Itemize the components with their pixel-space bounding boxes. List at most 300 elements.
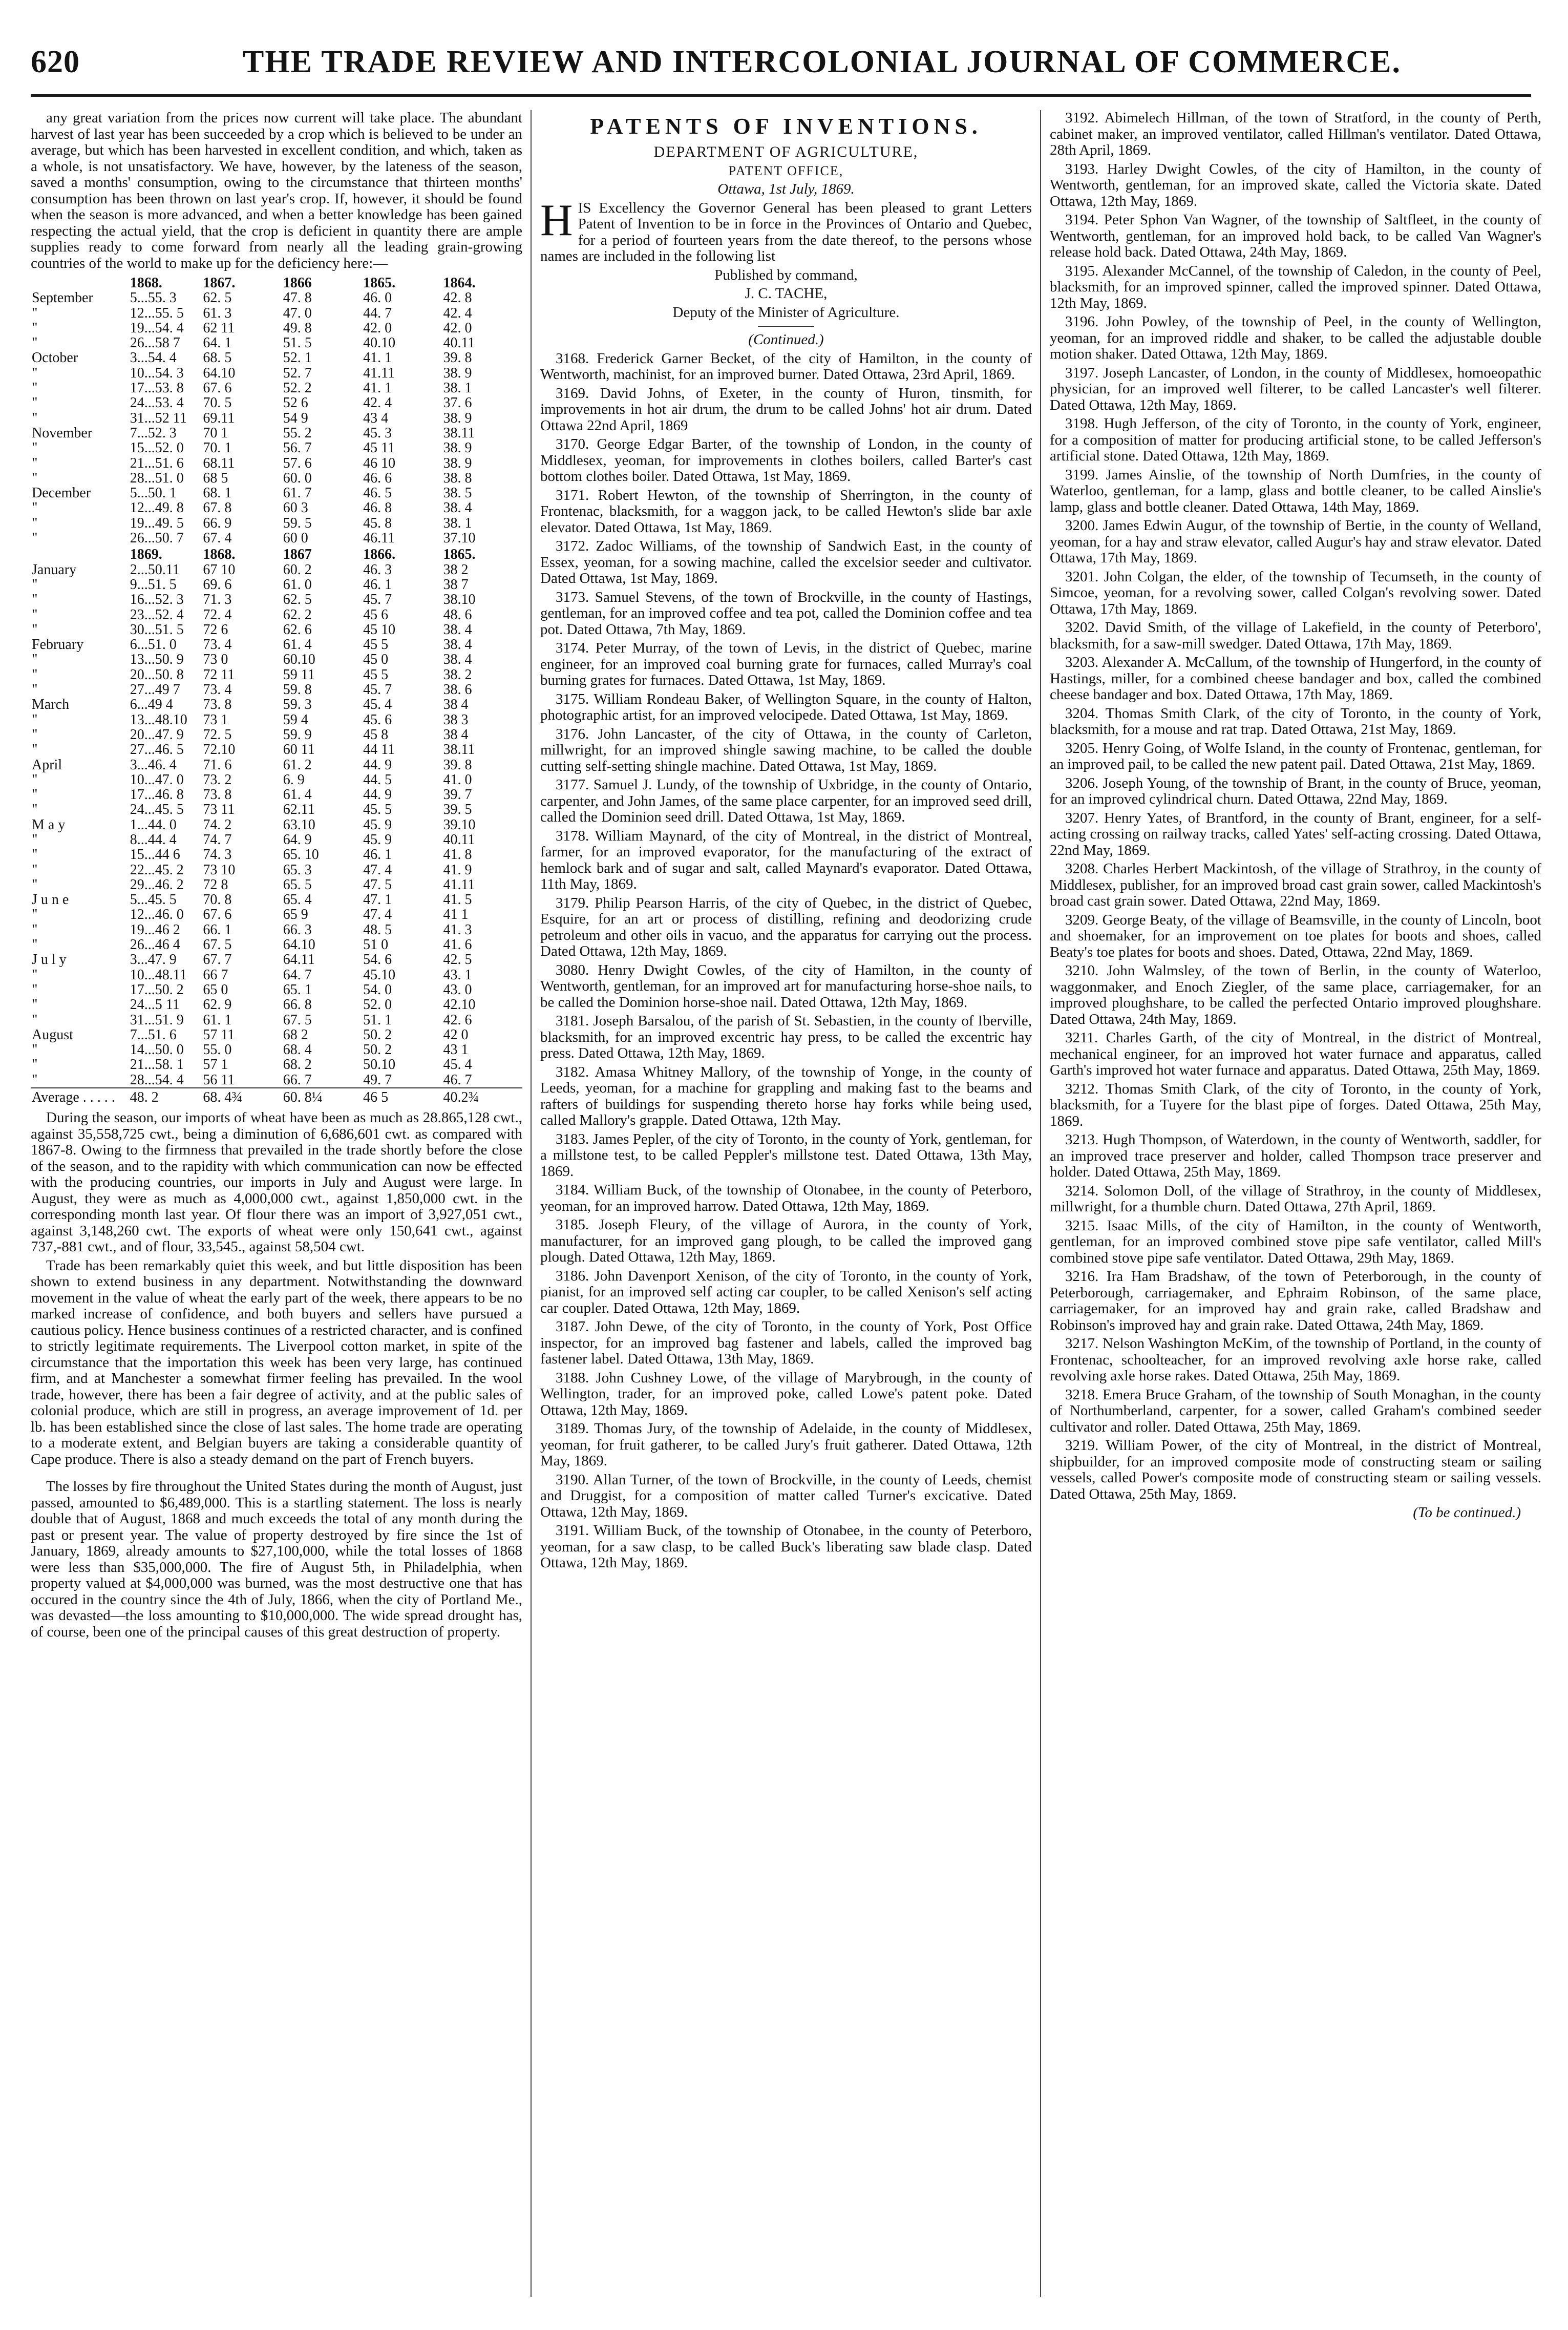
table-cell: 61. 0	[283, 576, 312, 593]
table-cell	[31, 274, 129, 290]
table-cell: 73 10	[203, 862, 236, 878]
table-cell: 68. 2	[283, 1057, 312, 1073]
table-cell: 38 7	[443, 576, 469, 593]
table-cell: 65. 1	[283, 981, 312, 998]
table-cell: 24...5 11	[130, 997, 180, 1013]
table-cell: "	[32, 515, 38, 531]
table-cell: 42. 0	[363, 320, 392, 336]
patent-entry: 3200. James Edwin Augur, of the township of Bertie, in the county of Welland, yeoman, for a hay and straw elevator, called Augur's hay and straw elevator. Dated Ottawa, 17th May, 1869.	[1050, 517, 1541, 566]
table-cell: 54 9	[283, 410, 308, 426]
patent-entry: 3219. William Power, of the city of Montreal, in the district of Montreal, shipbuilder, for an improved composite mode of constructing steam or sailing vessels, called Power's composite mode of constructing steam or sailing vessels. Dated Ottawa, 25th May, 1869.	[1050, 1437, 1541, 1502]
table-cell: 67 10	[203, 561, 236, 578]
table-cell: 54. 6	[363, 952, 392, 968]
patent-entry: 3199. James Ainslie, of the township of North Dumfries, in the county of Waterloo, gentleman, for a lamp, glass and bottle cleaner, to be called Ainslie's lamp, glass and bottle cleaner. Dated Ottawa, 14th May, 1869.	[1050, 466, 1541, 515]
table-cell: 68. 4	[283, 1042, 312, 1058]
table-cell: 45 8	[363, 726, 389, 743]
patent-entry: 3215. Isaac Mills, of the city of Hamilton, in the county of Wentworth, gentleman, for an improved combined stove pipe safe ventilator, called Mill's combined stove pipe safe ventilator. Dated Ottawa, 29th May, 1869.	[1050, 1217, 1541, 1266]
table-cell: 12...46. 0	[130, 907, 184, 923]
table-cell: 38 3	[443, 711, 469, 728]
table-cell: 31...51. 9	[130, 1012, 184, 1028]
table-cell: 28...51. 0	[130, 470, 184, 486]
table-row	[31, 637, 522, 652]
table-cell	[31, 545, 129, 562]
table-cell: 13...50. 9	[130, 652, 184, 668]
patent-entry: 3080. Henry Dwight Cowles, of the city of Hamilton, in the county of Wentworth, gentleman, for an improved art for manufacturing horse-shoe nails, to be called the Dominion horse-shoe nail. Dated Ottawa, 12th May, 1869.	[540, 961, 1032, 1011]
table-cell: 44. 9	[363, 757, 392, 773]
table-cell: "	[32, 967, 38, 983]
patent-entry: 3190. Allan Turner, of the town of Brockville, in the county of Leeds, chemist and Druggist, for a composition of matter called Turner's excicative. Dated Ottawa, 12th May, 1869.	[540, 1471, 1032, 1520]
table-cell: 21...58. 1	[130, 1057, 184, 1073]
patent-entry: 3207. Henry Yates, of Brantford, in the county of Brant, engineer, for a self-acting crossing on railway tracks, called Yates' self-acting crossing. Dated Ottawa, 22nd May, 1869.	[1050, 809, 1541, 858]
table-cell: 48. 6	[443, 606, 472, 623]
patent-entry: 3172. Zadoc Williams, of the township of Sandwich East, in the county of Essex, yeoman, for a sowing machine, called the excelsior seeder and cultivator. Dated Ottawa, 1st May, 1869.	[540, 538, 1032, 586]
column-divider	[1040, 110, 1041, 2297]
table-cell: 69. 6	[203, 576, 232, 593]
table-cell: 52 6	[283, 395, 308, 411]
patent-entry: 3184. William Buck, of the township of Otonabee, in the county of Peterboro, yeoman, for an improved harrow. Dated Ottawa, 12th May, 1869.	[540, 1182, 1032, 1214]
table-cell: 72. 5	[203, 726, 232, 743]
table-cell: 57. 6	[283, 455, 312, 471]
table-cell: 67. 5	[203, 937, 232, 953]
table-row	[31, 847, 522, 862]
column-patents-continued	[1050, 110, 1541, 2297]
table-cell: 72 8	[203, 876, 228, 893]
table-cell: 60. 2	[283, 561, 312, 578]
table-cell: 28...54. 4	[130, 1072, 184, 1088]
table-cell: "	[32, 847, 38, 863]
table-cell: 44. 9	[363, 787, 392, 803]
table-row	[31, 1057, 522, 1072]
table-row	[31, 892, 522, 907]
table-cell: 46 5	[362, 1088, 442, 1105]
patent-entry: 3203. Alexander A. McCallum, of the township of Hungerford, in the county of Hastings, miller, for a combined cheese bandager and box, called the combined cheese bandager and box. Dated Ottawa, 17th May, 1869.	[1050, 654, 1541, 703]
table-cell: 26...46 4	[130, 937, 180, 953]
table-cell: "	[32, 937, 38, 953]
table-header-row	[31, 545, 522, 562]
table-cell: 65. 10	[283, 847, 319, 863]
table-cell: 48. 5	[363, 921, 392, 938]
table-cell: "	[32, 470, 38, 486]
year-header: 1867.	[203, 275, 236, 291]
patent-entry: 3202. David Smith, of the village of Lakefield, in the county of Peterboro', blacksmith, for a saw-mill swedger. Dated Ottawa, 17th May, 1869.	[1050, 619, 1541, 652]
patent-entry: 3210. John Walmsley, of the town of Berlin, in the county of Waterloo, waggonmaker, and Enoch Ziegler, of the same place, carriagemaker, for an improved ploughshare, to be called the perfected Ontario improved ploughshare. Dated Ottawa, 24th May, 1869.	[1050, 962, 1541, 1027]
patent-entry-list	[540, 351, 1032, 1571]
table-cell: M a y	[32, 816, 66, 833]
year-header: 1866	[283, 275, 312, 291]
dateline: Ottawa, 1st July, 1869.	[717, 181, 855, 197]
table-cell: "	[32, 862, 38, 878]
table-cell: 60 3	[283, 500, 308, 516]
table-cell: 72 6	[203, 621, 228, 638]
table-cell: 45. 3	[363, 425, 392, 441]
table-cell: 45 11	[363, 440, 395, 456]
table-cell: 6...49 4	[130, 697, 173, 713]
table-cell: "	[32, 652, 38, 668]
patent-entry: 3204. Thomas Smith Clark, of the city of Toronto, in the county of York, blacksmith, for a mouse and rat trap. Dated Ottawa, 21st May, 1869.	[1050, 705, 1541, 738]
table-cell: 45. 9	[363, 831, 392, 848]
table-cell: 16...52. 3	[130, 592, 184, 608]
table-cell: 59 11	[283, 666, 315, 683]
table-cell: Average . . . . .	[31, 1088, 129, 1105]
table-cell: "	[32, 1042, 38, 1058]
table-row	[31, 335, 522, 350]
table-cell: 41.11	[363, 365, 395, 381]
patent-entry: 3209. George Beaty, of the village of Beamsville, in the county of Lincoln, boot and shoemaker, for an improvement on toe plates for boots and shoes, called Beaty's toe plates for boots and shoes. Dated, Ottawa, 22nd May, 1869.	[1050, 911, 1541, 960]
table-cell: 30...51. 5	[130, 621, 184, 638]
table-cell: 46. 1	[363, 576, 392, 593]
table-cell: 45. 5	[363, 802, 392, 818]
table-row	[31, 997, 522, 1012]
patent-entry: 3181. Joseph Barsalou, of the parish of St. Sebastien, in the county of Iberville, blacksmith, for an improved excentric hay press, to be called the excentric hay press. Dated Ottawa, 12th May, 1869.	[540, 1013, 1032, 1061]
table-cell: 59. 5	[283, 515, 312, 531]
table-cell: 3...46. 4	[130, 757, 177, 773]
notice-text: IS Excellency the Governor General has been pleased to grant Letters Patent of Invention to be in force in the Provinces of Ontario and Quebec, for a period of fourteen years from the date thereof, to the persons whose names are included in the following list	[540, 199, 1032, 264]
table-cell: 15...52. 0	[130, 440, 184, 456]
table-cell: 66. 7	[283, 1072, 312, 1088]
table-cell: 61. 4	[283, 637, 312, 653]
table-cell: 66. 3	[283, 921, 312, 938]
table-cell: 38. 9	[443, 440, 472, 456]
masthead-rule	[31, 94, 1531, 97]
table-cell: 70. 8	[203, 892, 232, 908]
table-cell: 41.11	[443, 876, 475, 893]
table-cell: 10...54. 3	[130, 365, 184, 381]
table-cell: 41. 1	[363, 350, 392, 366]
patent-entry: 3194. Peter Sphon Van Wagner, of the township of Saltfleet, in the county of Wentworth, gentleman, for an improved hold back, to be called Van Wagner's release hold back. Dated Ottawa, 24th May, 1869.	[1050, 212, 1541, 260]
year-header: 1865.	[363, 275, 396, 291]
table-cell: 61. 2	[283, 757, 312, 773]
table-cell: 38. 9	[443, 455, 472, 471]
table-cell: 47. 1	[363, 892, 392, 908]
table-cell: "	[32, 365, 38, 381]
table-cell: 43. 0	[443, 981, 472, 998]
table-cell: 39.10	[443, 816, 476, 833]
signer-title: Deputy of the Minister of Agriculture.	[672, 304, 900, 321]
table-cell: "	[32, 802, 38, 818]
table-cell: "	[32, 320, 38, 336]
table-cell: 12...49. 8	[130, 500, 184, 516]
table-cell: "	[32, 742, 38, 758]
table-cell: 62. 5	[203, 290, 232, 306]
table-cell: 65. 3	[283, 862, 312, 878]
table-cell: 72.10	[203, 742, 236, 758]
table-cell: 38. 9	[443, 410, 472, 426]
table-cell: 68.11	[203, 455, 235, 471]
table-cell: 56 11	[203, 1072, 235, 1088]
patent-entry: 3206. Joseph Young, of the township of Brant, in the county of Bruce, yeoman, for an improved cylindrical churn. Dated Ottawa, 22nd May, 1869.	[1050, 774, 1541, 807]
table-cell: 42.10	[443, 997, 476, 1013]
table-cell: 24...53. 4	[130, 395, 184, 411]
patent-entry: 3211. Charles Garth, of the city of Montreal, in the district of Montreal, mechanical engineer, for an improved hot water furnace and apparatus, called Garth's improved hot water furnace and apparatus. Dated Ottawa, 25th May, 1869.	[1050, 1030, 1541, 1078]
patent-entry: 3173. Samuel Stevens, of the town of Brockville, in the county of Hastings, gentleman, for an improved coffee and tea pot, called the Dominion coffee and tea pot. Dated Ottawa, 7th May, 1869.	[540, 589, 1032, 638]
table-cell: 12...55. 5	[130, 305, 184, 321]
table-cell: 38. 4	[443, 621, 472, 638]
table-cell: 62. 6	[283, 621, 312, 638]
masthead	[31, 44, 1531, 91]
table-cell: 61. 7	[283, 485, 312, 501]
patent-entry: 3201. John Colgan, the elder, of the township of Tecumseth, in the county of Simcoe, yeoman, for a revolving sower, called Colgan's revolving sower. Dated Ottawa, 17th May, 1869.	[1050, 568, 1541, 617]
table-cell: 41. 9	[443, 862, 472, 878]
table-cell: 5...45. 5	[130, 892, 177, 908]
table-cell: 72 11	[203, 666, 235, 683]
table-cell: 10...47. 0	[130, 771, 184, 788]
table-cell: 66. 1	[203, 921, 232, 938]
table-cell: September	[32, 290, 93, 306]
table-cell: 61. 3	[203, 305, 232, 321]
patent-entry: 3177. Samuel J. Lundy, of the township of Uxbridge, in the county of Ontario, carpenter, and John James, of the same place carpenter, for an improved seed drill, called the Dominion seed drill. Dated Ottawa, 1st May, 1869.	[540, 776, 1032, 825]
table-cell: 17...50. 2	[130, 981, 184, 998]
table-cell: February	[32, 637, 84, 653]
table-cell: 41. 3	[443, 921, 472, 938]
average-row	[31, 1088, 522, 1105]
patent-entry: 3183. James Pepler, of the city of Toronto, in the county of York, gentleman, for a millstone test, to be called Peppler's millstone test. Dated Ottawa, 13th May, 1869.	[540, 1130, 1032, 1180]
table-cell: 38. 9	[443, 365, 472, 381]
table-cell: "	[32, 997, 38, 1013]
patent-entry: 3175. William Rondeau Baker, of Wellington Square, in the county of Halton, photographic artist, for an improved velocipede. Dated Ottawa, 1st May, 1869.	[540, 690, 1032, 723]
table-cell: 47. 5	[363, 876, 392, 893]
table-cell: 39. 8	[443, 757, 472, 773]
table-cell: 39. 8	[443, 350, 472, 366]
table-cell: 52. 0	[363, 997, 392, 1013]
patent-entry: 3170. George Edgar Barter, of the township of London, in the county of Middlesex, yeoman, for improvements in clothes boilers, called Barter's cast bottom clothes boiler. Dated Ottawa, 1st May, 1869.	[540, 436, 1032, 485]
table-cell: August	[32, 1026, 73, 1043]
table-row	[31, 500, 522, 515]
table-cell: 65 0	[203, 981, 228, 998]
table-cell: 6...51. 0	[130, 637, 177, 653]
table-cell: 47. 4	[363, 862, 392, 878]
table-row	[31, 592, 522, 607]
table-cell: 46. 0	[363, 290, 392, 306]
patent-entry: 3191. William Buck, of the township of Otonabee, in the county of Peterboro, yeoman, for a saw clasp, to be called Buck's liberating saw blade clasp. Dated Ottawa, 12th May, 1869.	[540, 1522, 1032, 1571]
table-cell: 62 11	[203, 320, 235, 336]
notice-paragraph	[540, 195, 1032, 265]
table-cell: 2...50.11	[130, 561, 180, 578]
table-cell: "	[32, 1012, 38, 1028]
table-row	[31, 381, 522, 395]
table-cell: 38. 4	[443, 652, 472, 668]
table-cell: 46.11	[363, 530, 395, 547]
table-cell: 74. 2	[203, 816, 232, 833]
table-cell: 41. 1	[363, 380, 392, 396]
table-cell: 62. 5	[283, 592, 312, 608]
table-cell: 68 2	[283, 1026, 308, 1043]
table-cell: 38.10	[443, 592, 476, 608]
patent-entry: 3208. Charles Herbert Mackintosh, of the village of Strathroy, in the county of Middlesex, publisher, for an improved broad cast grain sower, called Mackintosh's broad cast grain sower. Dated Ottawa, 22nd May, 1869.	[1050, 860, 1541, 909]
table-row	[31, 802, 522, 817]
table-cell: 38. 1	[443, 380, 472, 396]
table-cell: 62.11	[283, 802, 315, 818]
table-cell: 60 11	[283, 742, 315, 758]
table-cell: "	[32, 455, 38, 471]
table-cell: 73. 2	[203, 771, 232, 788]
table-cell: 23...52. 4	[130, 606, 184, 623]
table-cell: 6. 9	[283, 771, 305, 788]
table-cell: 74. 3	[203, 847, 232, 863]
table-cell: 64.11	[283, 952, 315, 968]
table-row	[31, 1073, 522, 1088]
table-cell: "	[32, 787, 38, 803]
table-cell: "	[32, 530, 38, 547]
table-cell: 62. 9	[203, 997, 232, 1013]
table-cell: 44 11	[363, 742, 395, 758]
table-cell: 14...50. 0	[130, 1042, 184, 1058]
patent-entry: 3188. John Cushney Lowe, of the village of Marybrough, in the county of Wellington, trader, for an improved poke, called Lowe's patent poke. Dated Ottawa, 12th May, 1869.	[540, 1369, 1032, 1418]
patent-entry: 3214. Solomon Doll, of the village of Strathroy, in the county of Middlesex, millwright, for a thumble churn. Dated Ottawa, 27th April, 1869.	[1050, 1182, 1541, 1215]
table-cell: 46. 3	[363, 561, 392, 578]
table-cell: "	[32, 380, 38, 396]
table-cell: 45 5	[363, 666, 389, 683]
page-number: 620	[31, 45, 80, 79]
table-cell: 45. 8	[363, 515, 392, 531]
table-cell: 37. 6	[443, 395, 472, 411]
table-cell: 20...47. 9	[130, 726, 184, 743]
table-cell: 57 11	[203, 1026, 235, 1043]
table-cell: 50. 2	[363, 1026, 392, 1043]
patent-entry: 3193. Harley Dwight Cowles, of the city of Hamilton, in the county of Wentworth, gentleman, for an improved skate, called the Victoria skate. Dated Ottawa, 12th May, 1869.	[1050, 160, 1541, 209]
table-cell: J u l y	[32, 952, 67, 968]
table-cell: 27...46. 5	[130, 742, 184, 758]
fire-losses-paragraph: The losses by fire throughout the United States during the month of August, just passed, amounted to $6,489,000. This is a startling statement. The loss is nearly double that of August, 1868 and much exceeds the total of any month during the past or present year. The value of property destroyed by fire since the 1st of January, 1869, already amounts to $27,100,000, while the total losses of 1868 were less than $35,000,000. The fire of August 5th, in Philadelphia, when property valued at $4,000,000 was burned, was the most destructive one that has occured in the country since the 4th of July, 1866, when the city of Portland Me., was devasted—the loss amounting to $10,000,000. The wide spread drought has, of course, been one of the principal causes of this great destruction of property.	[31, 1478, 522, 1640]
imports-paragraph: During the season, our imports of wheat have been as much as 28.865,128 cwt., against 35,558,725 cwt., being a diminution of 6,686,601 cwt. as compared with 1867-8. Owing to the firmness that prevailed in the trade shortly before the close of the season, and to the rapidity with which communication can now be effected with the producing countries, our imports in July and August were large. In August, they were as much as 4,000,000 cwt., against 1,850,000 cwt. in the corresponding month last year. Of flour there was an import of 3,927,051 cwt., against 3,148,260 cwt. The exports of wheat were only 150,641 cwt., against 737,-881 cwt., and of flour, 33,545., against 58,504 cwt.	[31, 1109, 522, 1255]
table-cell: 38 4	[443, 697, 469, 713]
table-cell: 31...52 11	[130, 410, 187, 426]
table-row	[31, 742, 522, 757]
patent-entry: 3218. Emera Bruce Graham, of the township of South Monaghan, in the county of Northumberland, carpenter, for a sower, called Graham's combined seeder cultivator and roller. Dated Ottawa, 25th May, 1869.	[1050, 1386, 1541, 1435]
table-cell: 64.10	[283, 937, 315, 953]
table-cell: 46 10	[363, 455, 396, 471]
table-cell: 37.10	[443, 530, 476, 547]
table-row	[31, 682, 522, 697]
table-cell: 55. 0	[203, 1042, 232, 1058]
table-cell: 60 0	[283, 530, 308, 547]
table-cell: 68. 4¾	[202, 1088, 282, 1105]
table-cell: 46. 8	[363, 500, 392, 516]
table-cell: 62. 2	[283, 606, 312, 623]
table-cell: J u n e	[32, 892, 69, 908]
table-cell: 65. 5	[283, 876, 312, 893]
table-cell: 52. 2	[283, 380, 312, 396]
table-cell: 26...58 7	[130, 335, 180, 351]
table-cell: 50.10	[363, 1057, 396, 1073]
year-header: 1867	[283, 547, 312, 563]
table-cell: "	[32, 500, 38, 516]
table-cell: 59. 3	[283, 697, 312, 713]
patent-entry: 3171. Robert Hewton, of the township of Sherrington, in the county of Frontenac, blacksmith, for a waggon jack, to be called Hewton's slide bar axle elevator. Dated Ottawa, 1st May, 1869.	[540, 487, 1032, 536]
table-cell: 45. 4	[443, 1057, 472, 1073]
patent-entry: 3168. Frederick Garner Becket, of the city of Hamilton, in the county of Wentworth, machinist, for an improved burner. Dated Ottawa, 23rd April, 1869.	[540, 350, 1032, 383]
column-divider	[531, 110, 532, 2297]
table-row	[31, 922, 522, 937]
table-cell: 45. 7	[363, 592, 392, 608]
table-row	[31, 758, 522, 772]
table-cell: 44. 5	[363, 771, 392, 788]
table-row	[31, 471, 522, 486]
table-cell: March	[32, 697, 70, 713]
table-cell: 20...50. 8	[130, 666, 184, 683]
table-cell: "	[32, 711, 38, 728]
table-cell: "	[32, 831, 38, 848]
patent-entry: 3187. John Dewe, of the city of Toronto, in the county of York, Post Office inspector, for an improved bag fastener and labels, called the improved bag fastener label. Dated Ottawa, 13th May, 1869.	[540, 1318, 1032, 1367]
table-cell: 45.10	[363, 967, 396, 983]
table-cell: 5...55. 3	[130, 290, 177, 306]
table-row	[31, 306, 522, 321]
table-row	[31, 1027, 522, 1042]
table-cell: 67. 6	[203, 907, 232, 923]
table-row	[31, 772, 522, 787]
table-cell: 59 4	[283, 711, 308, 728]
table-cell: 38. 4	[443, 500, 472, 516]
table-cell: 40.2¾	[442, 1088, 522, 1105]
table-cell: 68 5	[203, 470, 228, 486]
table-row	[31, 712, 522, 727]
table-cell: 52. 1	[283, 350, 312, 366]
table-cell: 44. 7	[363, 305, 392, 321]
table-cell: 67. 8	[203, 500, 232, 516]
year-header: 1868.	[130, 275, 162, 291]
table-cell: 59. 9	[283, 726, 312, 743]
table-cell: 73. 8	[203, 697, 232, 713]
table-row	[31, 516, 522, 531]
table-cell: 10...48.11	[130, 967, 187, 983]
table-row	[31, 426, 522, 440]
table-cell: 65 9	[283, 907, 308, 923]
table-row	[31, 727, 522, 742]
table-cell: 39. 7	[443, 787, 472, 803]
table-cell: 46. 6	[363, 470, 392, 486]
table-cell: 27...49 7	[130, 682, 180, 698]
table-cell: 3...47. 9	[130, 952, 177, 968]
table-cell: "	[32, 1072, 38, 1088]
table-cell: "	[32, 1057, 38, 1073]
table-cell: 17...46. 8	[130, 787, 184, 803]
table-cell: 45 6	[363, 606, 389, 623]
table-row	[31, 982, 522, 997]
table-cell: 73 11	[203, 802, 235, 818]
table-row	[31, 290, 522, 305]
table-cell: 67. 5	[283, 1012, 312, 1028]
table-cell: 43 1	[443, 1042, 469, 1058]
table-cell: 45 5	[363, 637, 389, 653]
table-cell: "	[32, 395, 38, 411]
patent-entry: 3189. Thomas Jury, of the township of Adelaide, in the county of Middlesex, yeoman, for fruit gatherer, to be called Jury's fruit gatherer. Dated Ottawa, 12th May, 1869.	[540, 1420, 1032, 1469]
table-cell: "	[32, 335, 38, 351]
table-cell: 66 7	[203, 967, 228, 983]
table-cell: 8...44. 4	[130, 831, 177, 848]
table-cell: 47. 0	[283, 305, 312, 321]
table-cell: 68. 5	[203, 350, 232, 366]
table-cell: 70. 5	[203, 395, 232, 411]
table-cell: 63.10	[283, 816, 315, 833]
patent-entry: 3197. Joseph Lancaster, of London, in the county of Middlesex, homoeopathic physician, for an improved well filterer, to be called Lancaster's well filterer. Dated Ottawa, 12th May, 1869.	[1050, 364, 1541, 413]
table-cell: 52. 7	[283, 365, 312, 381]
table-cell: 26...50. 7	[130, 530, 184, 547]
table-cell: 64. 1	[203, 335, 232, 351]
table-cell: 21...51. 6	[130, 455, 184, 471]
table-cell: 73 0	[203, 652, 228, 668]
table-cell: 38. 4	[443, 637, 472, 653]
table-cell: 49. 7	[363, 1072, 392, 1088]
table-cell: 40.10	[363, 335, 396, 351]
table-cell: "	[32, 876, 38, 893]
table-cell: 73. 8	[203, 787, 232, 803]
table-cell: 66. 8	[283, 997, 312, 1013]
table-cell: 61. 4	[283, 787, 312, 803]
wheat-price-table	[31, 274, 522, 1105]
table-cell: "	[32, 981, 38, 998]
table-cell: 64. 9	[283, 831, 312, 848]
patents-heading: PATENTS OF INVENTIONS.	[590, 114, 982, 139]
signer-name: J. C. TACHE,	[745, 285, 828, 302]
